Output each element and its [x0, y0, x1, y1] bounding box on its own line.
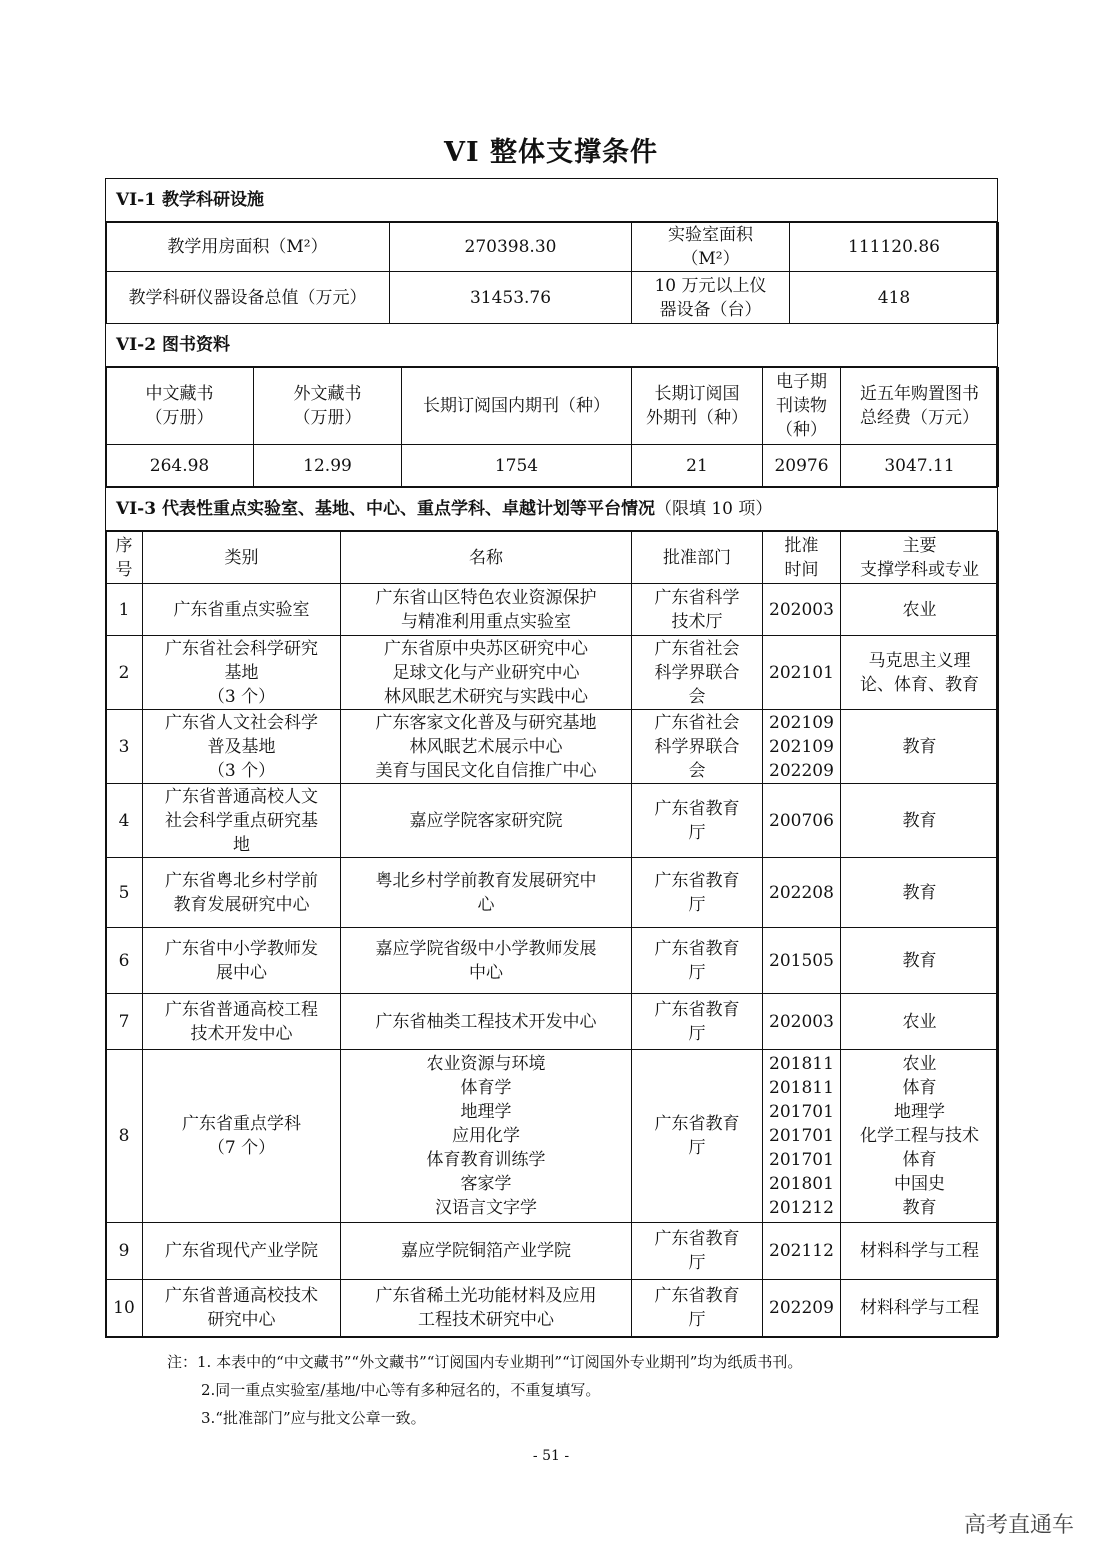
table-row: [106, 584, 999, 636]
section-heading-library: VI-2 图书资料: [105, 323, 998, 367]
approval-time: 202112: [763, 1223, 841, 1280]
platform-name: 嘉应学院铜箔产业学院: [341, 1223, 632, 1280]
platforms-table: [105, 531, 999, 1337]
approval-time: 201505: [763, 928, 841, 994]
library-header: 长期订阅国内期刊（种）: [402, 368, 632, 445]
platform-type: 广东省人文社会科学 普及基地 （3 个）: [143, 710, 341, 784]
library-value: 21: [632, 445, 763, 487]
facilities-table: [105, 222, 999, 324]
platform-type: 广东省社会科学研究 基地 （3 个）: [143, 636, 341, 710]
facility-label: 实验室面积 （M²）: [632, 223, 790, 272]
approval-time: 202101: [763, 636, 841, 710]
page-number: - 51 -: [532, 1448, 570, 1464]
column-header: 批准 时间: [763, 532, 841, 584]
row-number: 9: [106, 1223, 143, 1280]
approval-dept: 广东省社会 科学界联合 会: [632, 636, 763, 710]
supported-discipline: 农业: [841, 994, 999, 1050]
approval-dept: 广东省教育 厅: [632, 784, 763, 858]
note-line: 注：1. 本表中的“中文藏书”“外文藏书”“订阅国内专业期刊”“订阅国外专业期刊”均为纸质书刊。: [167, 1353, 803, 1371]
facility-label: 教学用房面积（M²）: [106, 223, 390, 272]
library-value: 1754: [402, 445, 632, 487]
library-header: 外文藏书 （万册）: [254, 368, 402, 445]
table-row: [106, 368, 999, 445]
table-row: [106, 223, 999, 272]
table-row: [106, 1223, 999, 1280]
row-number: 5: [106, 858, 143, 928]
table-row: [106, 272, 999, 324]
supported-discipline: 农业 体育 地理学 化学工程与技术 体育 中国史 教育: [841, 1050, 999, 1223]
facility-value: 418: [790, 272, 999, 324]
approval-dept: 广东省社会 科学界联合 会: [632, 710, 763, 784]
library-header: 电子期 刊读物 （种）: [763, 368, 841, 445]
section-heading-facilities: VI-1 教学科研设施: [105, 178, 998, 222]
supported-discipline: 教育: [841, 858, 999, 928]
approval-time: 201811 201811 201701 201701 201701 201801 201212: [763, 1050, 841, 1223]
library-value: 264.98: [106, 445, 254, 487]
row-number: 1: [106, 584, 143, 636]
platform-name: 广东省柚类工程技术开发中心: [341, 994, 632, 1050]
library-header: 长期订阅国 外期刊（种）: [632, 368, 763, 445]
table-header-row: [106, 532, 999, 584]
platform-type: 广东省普通高校技术 研究中心: [143, 1280, 341, 1337]
table-row: [106, 1280, 999, 1337]
facility-label: 教学科研仪器设备总值（万元）: [106, 272, 390, 324]
supported-discipline: 教育: [841, 928, 999, 994]
table-row: [106, 784, 999, 858]
section-heading-note: （限填 10 项）: [654, 499, 773, 519]
platform-name: 广东省山区特色农业资源保护 与精准利用重点实验室: [341, 584, 632, 636]
platform-type: 广东省普通高校工程 技术开发中心: [143, 994, 341, 1050]
row-number: 10: [106, 1280, 143, 1337]
library-header: 近五年购置图书 总经费（万元）: [841, 368, 999, 445]
approval-dept: 广东省科学 技术厅: [632, 584, 763, 636]
facility-value: 111120.86: [790, 223, 999, 272]
facility-value: 270398.30: [390, 223, 632, 272]
supported-discipline: 材料科学与工程: [841, 1280, 999, 1337]
table-row: [106, 710, 999, 784]
library-header: 中文藏书 （万册）: [106, 368, 254, 445]
library-table: [105, 367, 999, 487]
approval-time: 202003: [763, 994, 841, 1050]
column-header: 批准部门: [632, 532, 763, 584]
supported-discipline: 教育: [841, 710, 999, 784]
table-row: [106, 994, 999, 1050]
table-row: [106, 1050, 999, 1223]
platform-name: 嘉应学院客家研究院: [341, 784, 632, 858]
approval-dept: 广东省教育 厅: [632, 928, 763, 994]
column-header: 序 号: [106, 532, 143, 584]
row-number: 3: [106, 710, 143, 784]
platform-name: 广东省原中央苏区研究中心 足球文化与产业研究中心 林风眠艺术研究与实践中心: [341, 636, 632, 710]
library-value: 3047.11: [841, 445, 999, 487]
row-number: 8: [106, 1050, 143, 1223]
table-row: [106, 858, 999, 928]
table-row: [106, 928, 999, 994]
platform-type: 广东省中小学教师发 展中心: [143, 928, 341, 994]
page-title: VI 整体支撑条件: [444, 137, 658, 168]
column-header: 名称: [341, 532, 632, 584]
column-header: 类别: [143, 532, 341, 584]
approval-dept: 广东省教育 厅: [632, 1223, 763, 1280]
column-header: 主要 支撑学科或专业: [841, 532, 999, 584]
table-row: [106, 636, 999, 710]
approval-time: 202209: [763, 1280, 841, 1337]
approval-time: 202003: [763, 584, 841, 636]
approval-dept: 广东省教育 厅: [632, 858, 763, 928]
section-heading-text: VI-3 代表性重点实验室、基地、中心、重点学科、卓越计划等平台情况: [116, 499, 655, 519]
approval-time: 202208: [763, 858, 841, 928]
watermark: 高考直通车: [963, 1513, 1074, 1538]
approval-time: 200706: [763, 784, 841, 858]
supported-discipline: 材料科学与工程: [841, 1223, 999, 1280]
supported-discipline: 教育: [841, 784, 999, 858]
platform-name: 广东省稀土光功能材料及应用 工程技术研究中心: [341, 1280, 632, 1337]
approval-dept: 广东省教育 厅: [632, 1280, 763, 1337]
platform-name: 农业资源与环境 体育学 地理学 应用化学 体育教育训练学 客家学 汉语言文字学: [341, 1050, 632, 1223]
library-value: 20976: [763, 445, 841, 487]
note-line: 2.同一重点实验室/基地/中心等有多种冠名的，不重复填写。: [201, 1381, 601, 1399]
approval-time: 202109 202109 202209: [763, 710, 841, 784]
approval-dept: 广东省教育 厅: [632, 1050, 763, 1223]
platform-type: 广东省重点实验室: [143, 584, 341, 636]
facility-label: 10 万元以上仪 器设备（台）: [632, 272, 790, 324]
facility-value: 31453.76: [390, 272, 632, 324]
platform-type: 广东省现代产业学院: [143, 1223, 341, 1280]
platform-name: 粤北乡村学前教育发展研究中 心: [341, 858, 632, 928]
platform-type: 广东省粤北乡村学前 教育发展研究中心: [143, 858, 341, 928]
row-number: 6: [106, 928, 143, 994]
platform-type: 广东省重点学科 （7 个）: [143, 1050, 341, 1223]
table-row: [106, 445, 999, 487]
notes: [167, 1348, 802, 1432]
supported-discipline: 农业: [841, 584, 999, 636]
note-line: 3.“批准部门”应与批文公章一致。: [201, 1409, 426, 1427]
supported-discipline: 马克思主义理 论、体育、教育: [841, 636, 999, 710]
platform-name: 嘉应学院省级中小学教师发展 中心: [341, 928, 632, 994]
row-number: 2: [106, 636, 143, 710]
library-value: 12.99: [254, 445, 402, 487]
section-heading-platforms: [105, 487, 998, 531]
row-number: 7: [106, 994, 143, 1050]
platform-type: 广东省普通高校人文 社会科学重点研究基 地: [143, 784, 341, 858]
row-number: 4: [106, 784, 143, 858]
platform-name: 广东客家文化普及与研究基地 林风眠艺术展示中心 美育与国民文化自信推广中心: [341, 710, 632, 784]
approval-dept: 广东省教育 厅: [632, 994, 763, 1050]
